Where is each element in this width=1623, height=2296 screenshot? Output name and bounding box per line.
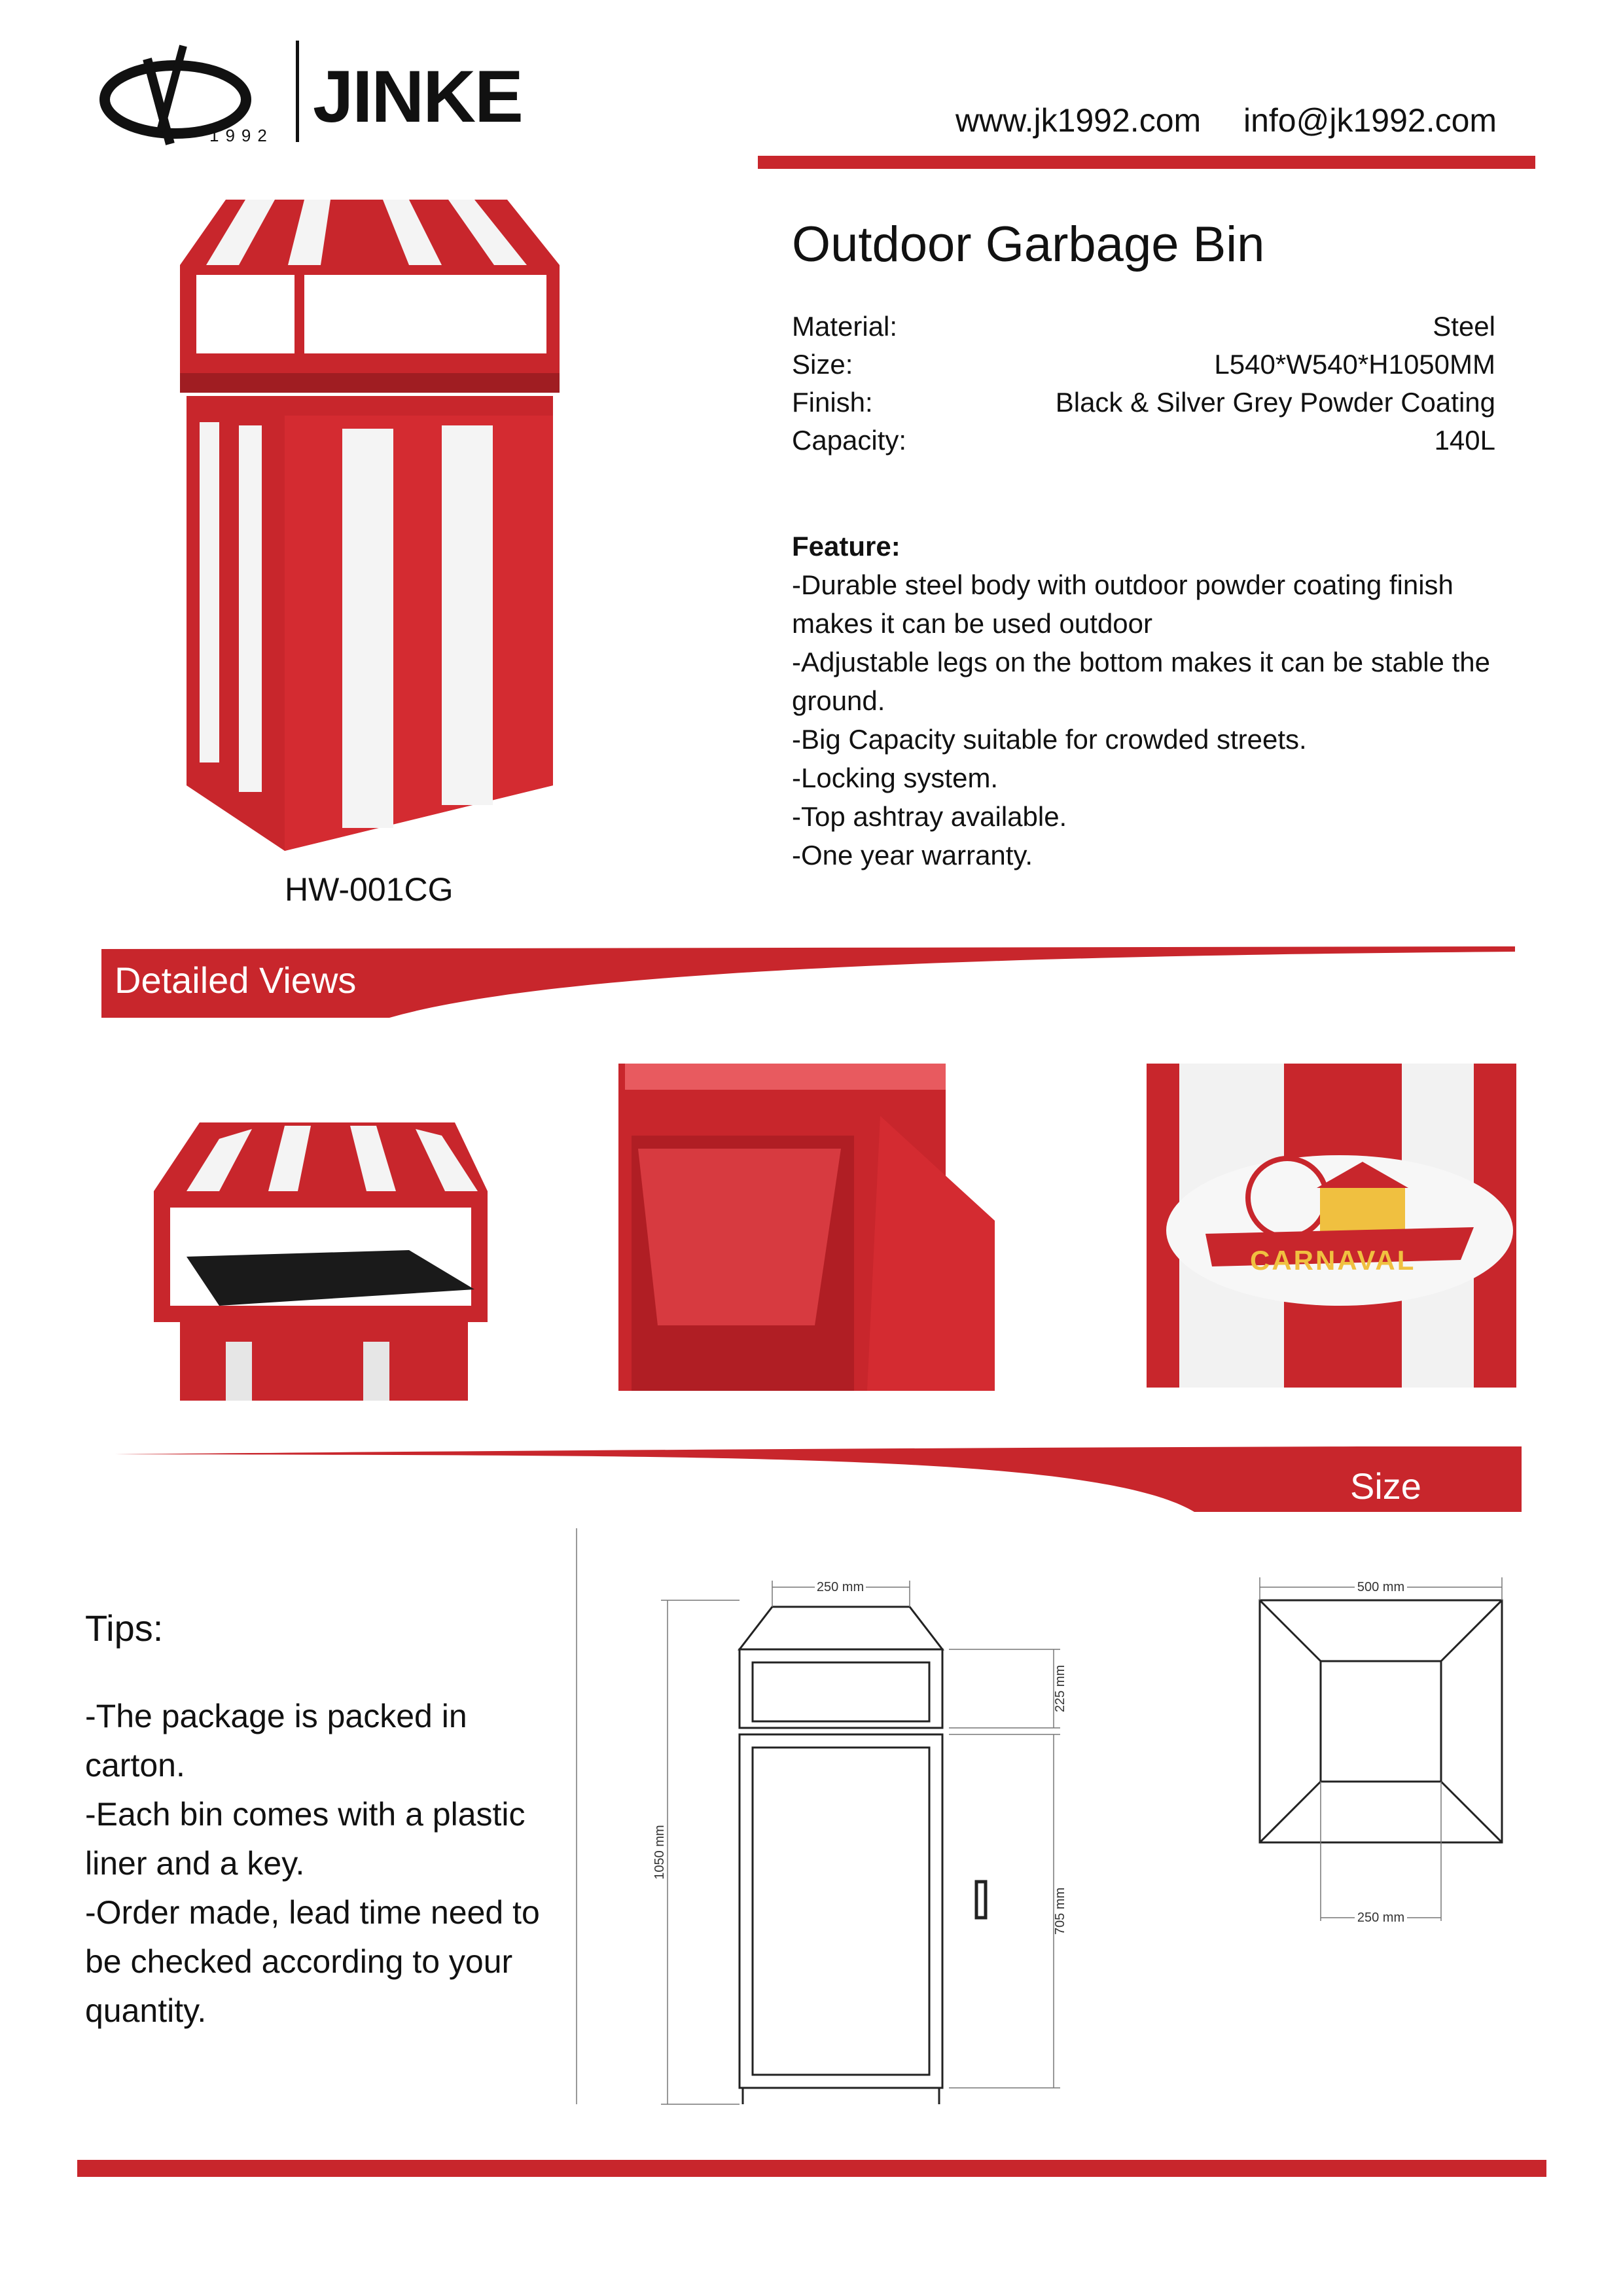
feature-item: -One year warranty. bbox=[792, 840, 1033, 870]
tips-divider bbox=[576, 1528, 577, 2104]
size-banner bbox=[115, 1446, 1522, 1518]
footer-rule bbox=[77, 2160, 1546, 2177]
spec-row-size bbox=[792, 349, 1495, 387]
spec-value: Steel bbox=[1433, 311, 1495, 342]
feature-heading: Feature: bbox=[792, 531, 901, 562]
tips-list bbox=[85, 1692, 569, 2036]
spec-value: 140L bbox=[1434, 425, 1495, 456]
feature-block bbox=[792, 527, 1505, 874]
plan-view-drawing bbox=[1243, 1541, 1518, 1934]
spec-row-material bbox=[792, 311, 1495, 349]
dim-total-height: 1050 mm bbox=[652, 1825, 667, 1880]
dim-plan-outer: 500 mm bbox=[1357, 1580, 1405, 1594]
product-image bbox=[167, 193, 569, 870]
tip-item: -Each bin comes with a plastic liner and a key. bbox=[85, 1796, 526, 1882]
spec-value: L540*W540*H1050MM bbox=[1214, 349, 1495, 380]
tips-heading: Tips: bbox=[85, 1607, 164, 1649]
feature-item: -Top ashtray available. bbox=[792, 801, 1067, 832]
spec-value: Black & Silver Grey Powder Coating bbox=[1055, 387, 1495, 418]
email-link[interactable]: info@jk1992.com bbox=[1243, 102, 1497, 139]
detail-image-open-door bbox=[618, 1064, 995, 1391]
product-title: Outdoor Garbage Bin bbox=[792, 217, 1265, 272]
feature-item: -Durable steel body with outdoor powder coating finish makes it can be used outdoor bbox=[792, 569, 1454, 639]
dim-head-height: 225 mm bbox=[1053, 1664, 1067, 1713]
spec-label: Material: bbox=[792, 311, 898, 342]
spec-row-capacity bbox=[792, 425, 1495, 463]
spec-label: Capacity: bbox=[792, 425, 907, 456]
logo-divider bbox=[296, 41, 299, 142]
detail-image-roof bbox=[147, 1119, 494, 1401]
feature-item: -Adjustable legs on the bottom makes it can be stable the ground. bbox=[792, 647, 1490, 716]
feature-item: -Big Capacity suitable for crowded streets. bbox=[792, 724, 1307, 755]
dim-top-width: 250 mm bbox=[816, 1580, 865, 1594]
spec-label: Finish: bbox=[792, 387, 873, 418]
section-title-detailed-views: Detailed Views bbox=[115, 960, 357, 1001]
product-model: HW-001CG bbox=[285, 871, 454, 908]
brand-name: JINKE bbox=[313, 56, 522, 137]
section-title-size: Size bbox=[1350, 1465, 1421, 1507]
sticker-text: CARNAVAL bbox=[1250, 1245, 1416, 1276]
dim-plan-inner: 250 mm bbox=[1357, 1910, 1405, 1925]
website-link[interactable]: www.jk1992.com bbox=[955, 102, 1202, 139]
tip-item: -Order made, lead time need to be checked according to your quantity. bbox=[85, 1894, 540, 2029]
detail-image-sticker bbox=[1147, 1064, 1516, 1388]
spec-row-finish bbox=[792, 387, 1495, 425]
feature-item: -Locking system. bbox=[792, 762, 999, 793]
header-rule bbox=[758, 156, 1535, 169]
tip-item: -The package is packed in carton. bbox=[85, 1698, 467, 1784]
spec-table bbox=[792, 311, 1495, 468]
dim-body-height: 705 mm bbox=[1053, 1887, 1067, 1935]
spec-label: Size: bbox=[792, 349, 853, 380]
logo-year: 1992 bbox=[209, 126, 274, 145]
front-view-drawing bbox=[648, 1541, 1093, 2124]
